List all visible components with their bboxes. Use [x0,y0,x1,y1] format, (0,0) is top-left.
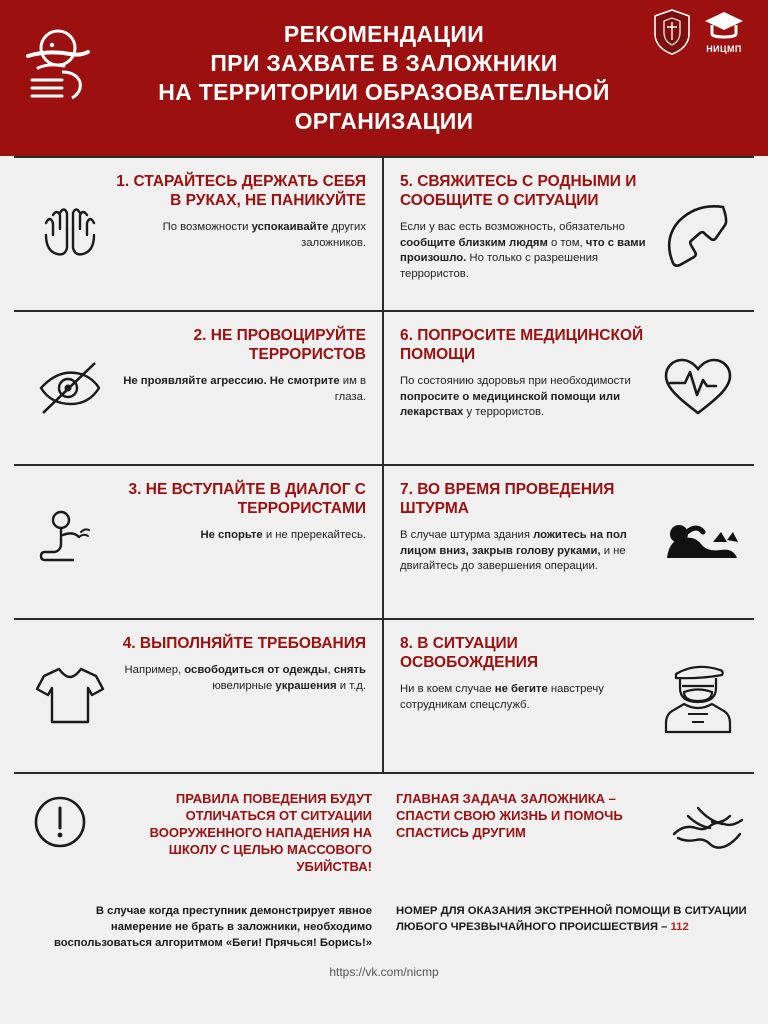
shield-emblem-icon [652,8,692,56]
title-line-1: РЕКОМЕНДАЦИИ [283,21,485,47]
item-1 [14,158,384,310]
title-line-2: ПРИ ЗАХВАТЕ В ЗАЛОЖНИКИ [210,50,558,76]
item-5 [384,158,754,310]
item-title: 1. СТАРАЙТЕСЬ ДЕРЖАТЬ СЕБЯ В РУКАХ, НЕ ПАНИКУЙТЕ [116,173,366,209]
item-body: Не спорьте и не пререкайтесь. [200,529,366,541]
footer-notes [14,881,754,959]
item-body: По возможности успокаивайте других заложников. [162,221,366,249]
nicmp-logo-label: НИЦМП [706,44,742,54]
item-4 [14,620,384,772]
item-8 [384,620,754,772]
recommendations-grid [0,156,768,991]
special-forces-officer-icon [652,634,744,758]
grid-row [14,620,754,774]
item-2 [14,312,384,464]
no-eye-contact-icon [24,326,116,450]
item-7 [384,466,754,618]
logo-group [652,8,746,60]
helping-hands-icon [662,790,754,875]
item-body: Если у вас есть возможность, обязательно сообщите близким людям о том, что с вами произошло. Но только с разрешения террористов. [400,221,646,280]
footer-left-note-col [14,881,384,951]
item-title: 3. НЕ ВСТУПАЙТЕ В ДИАЛОГ С ТЕРРОРИСТАМИ [128,481,366,517]
emergency-text: НОМЕР ДЛЯ ОКАЗАНИЯ ЭКСТРЕННОЙ ПОМОЩИ В СИТУАЦИИ ЛЮБОГО ЧРЕЗВЫЧАЙНОГО ПРОИСШЕСТВИЯ – [396,905,747,933]
hostage-head-icon [18,24,102,108]
item-title: 5. СВЯЖИТЕСЬ С РОДНЫМИ И СООБЩИТЕ О СИТУАЦИИ [400,173,637,209]
nicmp-logo [702,8,746,60]
phone-call-icon [652,172,744,296]
footer-right-headline: ГЛАВНАЯ ЗАДАЧА ЗАЛОЖНИКА – СПАСТИ СВОЮ ЖИЗНЬ И ПОМОЧЬ СПАСТИСЬ ДРУГИМ [396,791,623,840]
item-body: В случае штурма здания ложитесь на пол лицом вниз, закрыв голову руками, и не двигайтесь до завершения операции. [400,529,627,572]
grid-row [14,156,754,312]
item-title: 2. НЕ ПРОВОЦИРУЙТЕ ТЕРРОРИСТОВ [193,327,366,363]
item-title: 4. ВЫПОЛНЯЙТЕ ТРЕБОВАНИЯ [122,635,366,652]
item-body: Ни в коем случае не бегите навстречу сотрудникам спецслужб. [400,683,604,711]
item-title: 7. ВО ВРЕМЯ ПРОВЕДЕНИЯ ШТУРМА [400,481,615,517]
item-body: По состоянию здоровья при необходимости попросите о медицинской помощи или лекарствах у террористов. [400,375,631,418]
heart-pulse-icon [652,326,744,450]
item-body: Например, освободиться от одежды, снять ювелирные украшения и т.д. [124,664,366,692]
footer-left-headline: ПРАВИЛА ПОВЕДЕНИЯ БУДУТ ОТЛИЧАТЬСЯ ОТ СИТУАЦИИ ВООРУЖЕННОГО НАПАДЕНИЯ НА ШКОЛУ С ЦЕЛЬЮ МАССОВОГО УБИЙСТВА! [149,791,372,874]
item-3 [14,466,384,618]
kneeling-person-icon [24,480,116,604]
page-header [0,0,768,156]
exclamation-circle-icon [14,790,106,875]
tshirt-icon [24,634,116,758]
source-url[interactable]: https://vk.com/nicmp [329,965,439,979]
item-title: 6. ПОПРОСИТЕ МЕДИЦИНСКОЙ ПОМОЩИ [400,327,644,363]
footer-left-note: В случае когда преступник демонстрирует явное намерение не брать в заложники, необходимо воспользоваться алгоритмом «Беги! Прячься! Борись!» [53,905,372,949]
item-body: Не проявляйте агрессию. Не смотрите им в глаза. [123,375,366,403]
grid-row [14,312,754,466]
page-title [48,20,719,136]
footer-left [14,790,384,875]
footer-right-note-col [384,881,754,951]
emergency-number: 112 [670,921,689,933]
grid-row [14,466,754,620]
graduation-cap-icon [702,8,746,42]
title-line-4: ОРГАНИЗАЦИИ [294,108,474,134]
footer-highlights [14,774,754,881]
calm-hands-icon [24,172,116,296]
footer-right-note [396,903,754,935]
lying-down-person-icon [652,480,744,604]
footer-right [384,790,754,875]
item-6 [384,312,754,464]
item-title: 8. В СИТУАЦИИ ОСВОБОЖДЕНИЯ [400,635,538,671]
title-line-3: НА ТЕРРИТОРИИ ОБРАЗОВАТЕЛЬНОЙ [158,79,610,105]
